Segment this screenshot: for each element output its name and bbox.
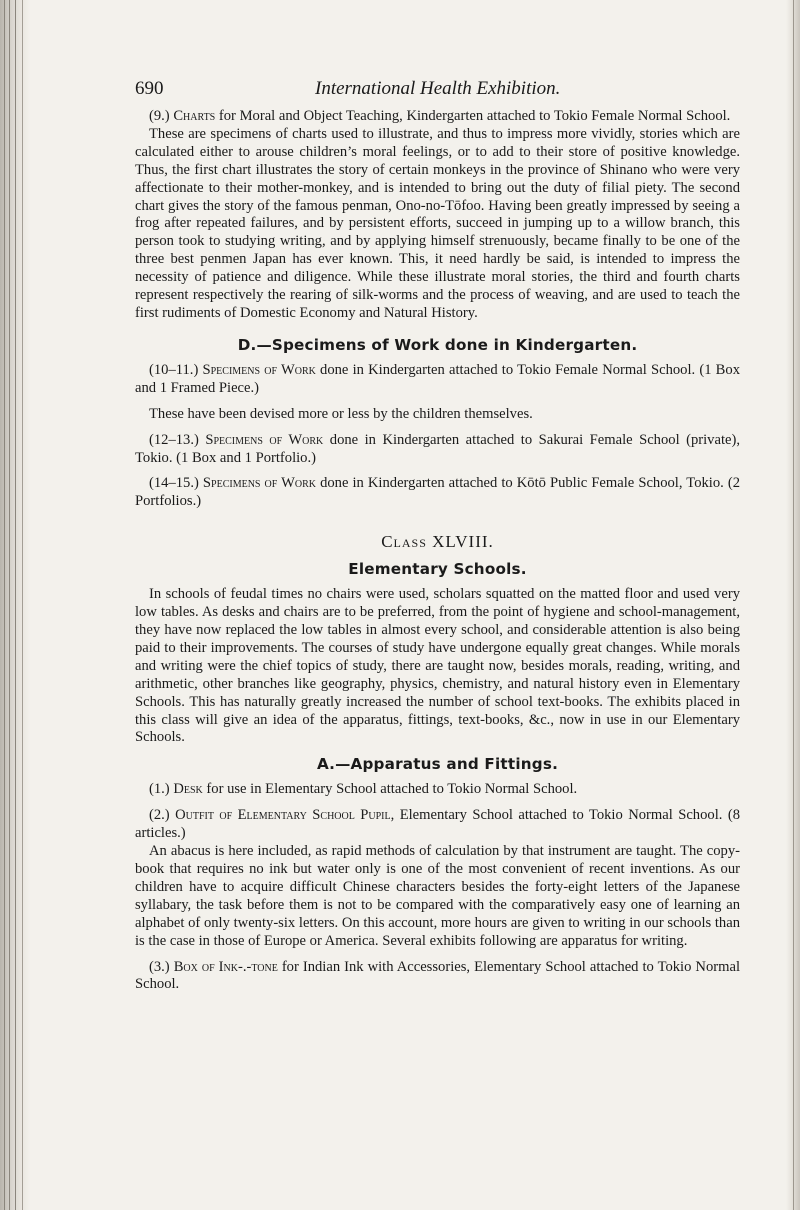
entry-number: (12–13.) — [149, 431, 199, 448]
running-title: International Health Exhibition. — [315, 78, 561, 99]
entry-3 — [135, 959, 740, 995]
entry-2-body: An abacus is here included, as rapid methods of calculation by that instrument are taught. The copy-book that requires no ink but water only is one of the most convenient of recent inventions. As our children have to acquire difficult Chinese characters besides the forty-eight letters of the Japanese syllabary, the task before them is not to be compared with the comparatively easy one of learning an alphabet of only twenty-six letters. On this account, more hours are given to writing in our schools than is the case in those of Europe or America. Several exhibits following are apparatus for writing. — [135, 843, 740, 949]
entry-text: done in Kindergarten attached to Kōtō Public Female School, Tokio. (2 Portfolios.) — [135, 475, 740, 510]
entry-head: Specimens of Work — [202, 361, 316, 378]
entry-1 — [135, 781, 740, 799]
entry-text: done in Kindergarten attached to Sakurai Female School (private), Tokio. (1 Box and 1 Portfolio.) — [135, 431, 740, 466]
entry-12-13 — [135, 432, 740, 468]
class-heading: Class XLVIII. — [381, 532, 494, 552]
entry-2 — [135, 807, 740, 843]
entry-head: Specimens of Work — [202, 475, 317, 492]
entry-text: Elementary School attached to Tokio Normal School. (8 articles.) — [135, 807, 740, 842]
entry-head: Box of Ink-.-tone — [173, 958, 278, 975]
entry-9-body: These are specimens of charts used to illustrate, and thus to impress more vividly, stories which are calculated either to arouse children’s moral feelings, or to add to their store of positive knowledge. Thus, the first chart illustrates the story of certain monkeys in the province of Shinano who were very affectionate to their mother-monkey, and is intended to bring out the duty of filial piety. The second chart gives the story of the famous penman, Ono-no-Tōfoo. Having been greatly impressed by seeing a frog after repeated failures, and by persistent efforts, succeed in jumping up to a willow branch, this person took to studying writing, and by applying himself strenuously, became finally to be one of the three best penmen Japan has ever known. This, it need hardly be said, is intended to impress the necessity of patience and diligence. While these illustrate moral stories, the third and fourth charts represent respectively the rearing of silk-worms and the process of weaving, and are used to teach the first rudiments of Domestic Economy and Natural History. — [135, 125, 740, 321]
entry-9 — [135, 108, 740, 126]
entry-number: (9.) — [149, 108, 170, 124]
entry-number: (10–11.) — [149, 361, 199, 378]
entry-text: for Indian Ink with Accessories, Elementary School attached to Tokio Normal School. — [135, 958, 740, 993]
page-edge — [786, 0, 800, 1210]
class-intro: In schools of feudal times no chairs were used, scholars squatted on the matted floor and used very low tables. As desks and chairs are to be preferred, from the point of hygiene and school-management, they have now replaced the low tables in almost every school, and considerable attention is also being paid to their improvements. The courses of study have undergone equally great changes. While morals and writing were the chief topics of study, there are taught now, besides morals, reading, writing, and arithmetic, other branches like geography, physics, chemistry, and natural history even in Elementary Schools. This has naturally greatly increased the number of school text-books. The exhibits placed in this class will give an idea of the apparatus, fittings, text-books, &c., now in use in our Elementary Schools. — [135, 586, 740, 746]
section-heading-a: A.—Apparatus and Fittings. — [316, 755, 559, 774]
entry-text: for use in Elementary School attached to Tokio Normal School. — [202, 781, 578, 798]
running-head — [135, 78, 740, 108]
class-subheading: Elementary Schools. — [348, 560, 527, 579]
entry-number: (3.) — [149, 958, 170, 975]
entry-number: (14–15.) — [149, 475, 199, 492]
entry-head: Charts — [173, 108, 216, 124]
entry-number: (1.) — [149, 781, 170, 798]
page-number: 690 — [135, 78, 164, 99]
entry-text: for Moral and Object Teaching, Kindergarten attached to Tokio Female Normal School. — [215, 108, 731, 124]
entry-text: done in Kindergarten attached to Tokio Female Normal School. (1 Box and 1 Framed Piece.) — [135, 361, 740, 396]
entry-head: Specimens of Work — [205, 431, 324, 448]
section-heading-d: D.—Specimens of Work done in Kindergarten. — [237, 335, 638, 354]
entry-10-11-body: These have been devised more or less by the children themselves. — [149, 405, 533, 422]
page-content — [135, 78, 740, 994]
entry-head: Desk — [173, 781, 203, 798]
entry-head: Outfit of Elementary School Pupil, — [175, 807, 395, 824]
binding-edge — [0, 0, 30, 1210]
entry-number: (2.) — [149, 807, 170, 824]
entry-10-11 — [135, 362, 740, 398]
entry-14-15 — [135, 475, 740, 511]
